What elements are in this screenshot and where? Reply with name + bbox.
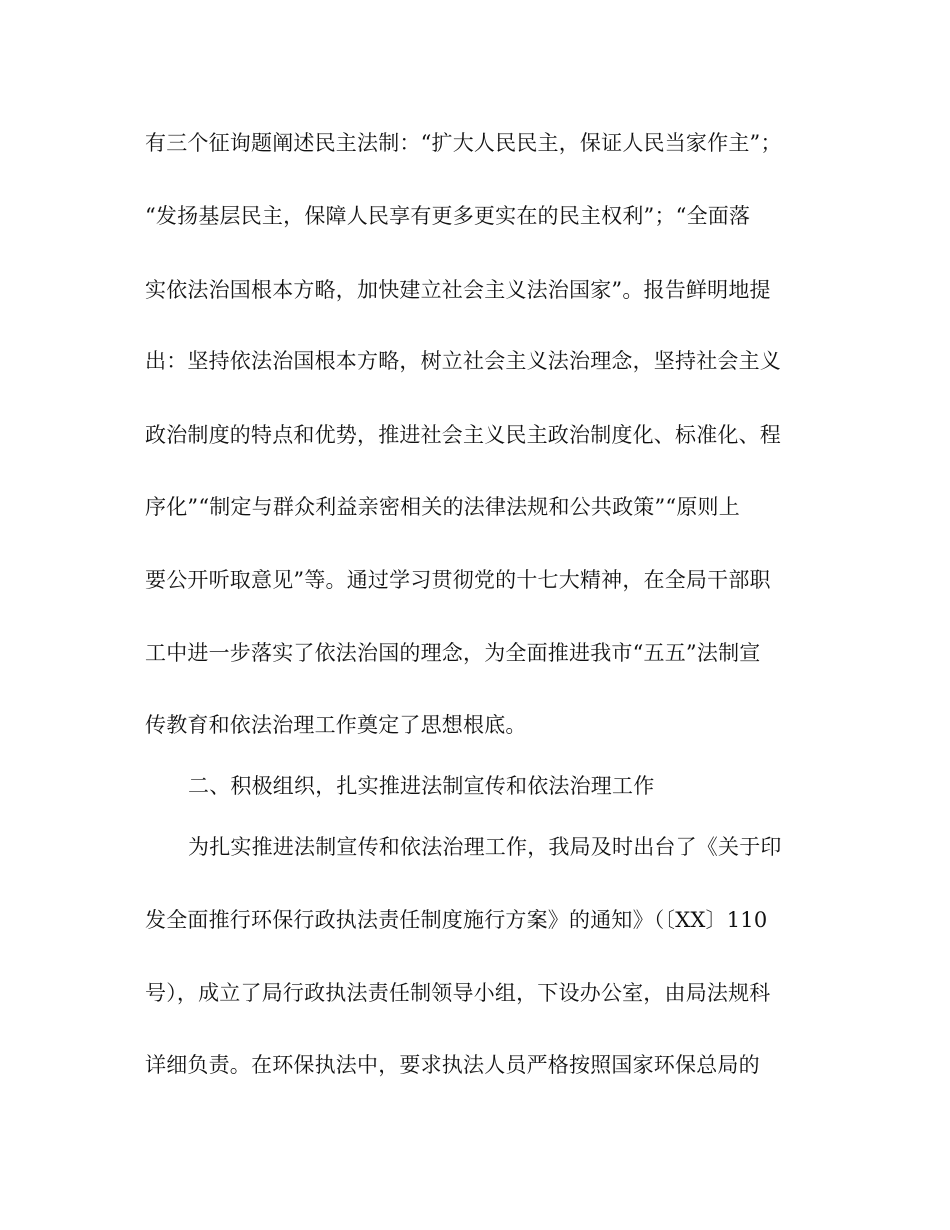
body-text-line: 为扎实推进法制宣传和依法治理工作，我局及时出台了《关于印 bbox=[188, 835, 782, 859]
body-text-line: 详细负责。在环保执法中，要求执法人员严格按照国家环保总局的 bbox=[145, 1053, 760, 1077]
body-text-line: 要公开听取意见”等。通过学习贯彻党的十七大精神，在全局干部职 bbox=[145, 568, 771, 592]
body-text-line: 政治制度的特点和优势，推进社会主义民主政治制度化、标准化、程 bbox=[145, 423, 781, 447]
body-text-line: 出：坚持依法治国根本方略，树立社会主义法治理念，坚持社会主义 bbox=[145, 349, 781, 373]
body-text-line: 有三个征询题阐述民主法制：“扩大人民民主，保证人民当家作主”； bbox=[145, 131, 782, 155]
body-text-line: “发扬基层民主，保障人民享有更多更实在的民主权利”；“全面落 bbox=[145, 204, 751, 228]
body-text-line: 发全面推行环保行政执法责任制度施行方案》的通知》（〔XX〕110 bbox=[145, 908, 768, 932]
body-text-line: 工中进一步落实了依法治国的理念，为全面推进我市“五五”法制宣 bbox=[145, 641, 761, 665]
body-text-line: 序化”“制定与群众利益亲密相关的法律法规和公共政策”“原则上 bbox=[145, 495, 740, 519]
section-heading: 二、积极组织，扎实推进法制宣传和依法治理工作 bbox=[188, 774, 655, 798]
body-text-line: 实依法治国根本方略，加快建立社会主义法治国家”。报告鲜明地提 bbox=[145, 278, 771, 302]
body-text-line: 传教育和依法治理工作奠定了思想根底。 bbox=[145, 713, 527, 737]
body-text-line: 号），成立了局行政执法责任制领导小组，下设办公室，由局法规科 bbox=[145, 981, 771, 1005]
